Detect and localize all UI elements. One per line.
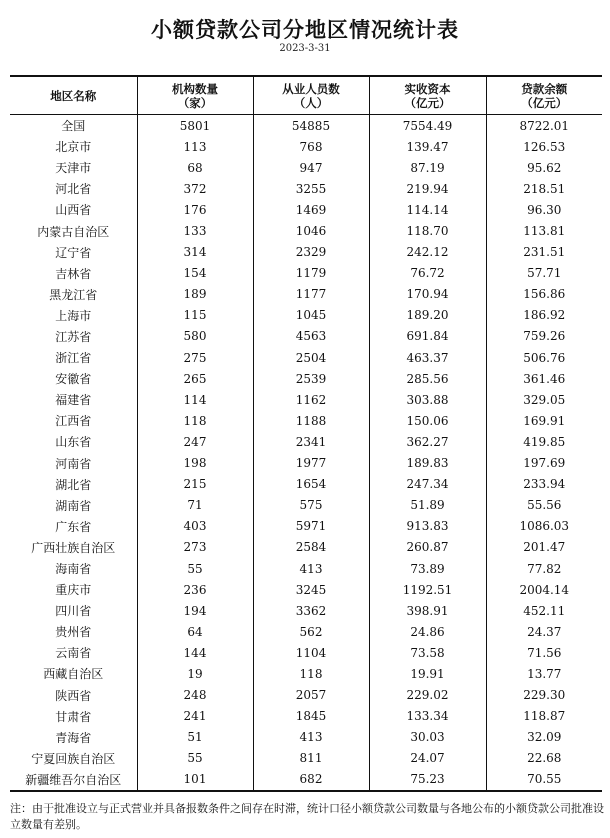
region-cell: 贵州省 [10, 621, 137, 642]
table-row [10, 642, 602, 663]
loan-balance-cell: 201.47 [486, 537, 602, 558]
paid-in-capital-cell: 189.20 [369, 305, 486, 326]
institutions-cell: 314 [137, 242, 253, 263]
table-row [10, 453, 602, 474]
loan-balance-cell: 169.91 [486, 410, 602, 431]
employees-cell: 768 [253, 136, 369, 157]
page-title: 小额贷款公司分地区情况统计表 [151, 18, 459, 42]
region-cell: 江苏省 [10, 326, 137, 347]
employees-cell: 1162 [253, 389, 369, 410]
loan-balance-cell: 759.26 [486, 326, 602, 347]
table-row [10, 199, 602, 220]
paid-in-capital-cell: 691.84 [369, 326, 486, 347]
paid-in-capital-cell: 87.19 [369, 157, 486, 178]
table-row [10, 516, 602, 537]
table-row [10, 305, 602, 326]
table-row [10, 706, 602, 727]
employees-cell: 1977 [253, 453, 369, 474]
paid-in-capital-cell: 463.37 [369, 347, 486, 368]
loan-balance-cell: 77.82 [486, 558, 602, 579]
report-date: 2023-3-31 [279, 43, 331, 54]
region-cell: 全国 [10, 115, 137, 137]
paid-in-capital-cell: 913.83 [369, 516, 486, 537]
header-institutions: 机构数量 （家） [137, 76, 253, 115]
paid-in-capital-cell: 260.87 [369, 537, 486, 558]
table-row [10, 326, 602, 347]
region-cell: 江西省 [10, 410, 137, 431]
employees-cell: 2539 [253, 368, 369, 389]
loan-balance-cell: 2004.14 [486, 579, 602, 600]
region-cell: 四川省 [10, 600, 137, 621]
loan-balance-cell: 13.77 [486, 663, 602, 684]
loan-balance-cell: 197.69 [486, 453, 602, 474]
employees-cell: 413 [253, 558, 369, 579]
institutions-cell: 55 [137, 558, 253, 579]
region-cell: 湖南省 [10, 495, 137, 516]
employees-cell: 562 [253, 621, 369, 642]
paid-in-capital-cell: 170.94 [369, 284, 486, 305]
region-cell: 北京市 [10, 136, 137, 157]
institutions-cell: 275 [137, 347, 253, 368]
loan-balance-cell: 231.51 [486, 242, 602, 263]
employees-cell: 1046 [253, 220, 369, 241]
loan-balance-cell: 419.85 [486, 431, 602, 452]
employees-cell: 1845 [253, 706, 369, 727]
employees-cell: 1045 [253, 305, 369, 326]
region-cell: 山东省 [10, 431, 137, 452]
paid-in-capital-cell: 30.03 [369, 727, 486, 748]
institutions-cell: 189 [137, 284, 253, 305]
loan-balance-cell: 55.56 [486, 495, 602, 516]
paid-in-capital-cell: 114.14 [369, 199, 486, 220]
institutions-cell: 64 [137, 621, 253, 642]
institutions-cell: 101 [137, 769, 253, 791]
institutions-cell: 215 [137, 474, 253, 495]
employees-cell: 1104 [253, 642, 369, 663]
employees-cell: 413 [253, 727, 369, 748]
paid-in-capital-cell: 118.70 [369, 220, 486, 241]
institutions-cell: 5801 [137, 115, 253, 137]
loan-balance-cell: 452.11 [486, 600, 602, 621]
table-row [10, 537, 602, 558]
paid-in-capital-cell: 133.34 [369, 706, 486, 727]
loan-balance-cell: 126.53 [486, 136, 602, 157]
employees-cell: 54885 [253, 115, 369, 137]
employees-cell: 2504 [253, 347, 369, 368]
stats-table [10, 75, 602, 792]
employees-cell: 118 [253, 663, 369, 684]
paid-in-capital-cell: 303.88 [369, 389, 486, 410]
loan-balance-cell: 186.92 [486, 305, 602, 326]
table-body [10, 115, 602, 792]
region-cell: 陕西省 [10, 685, 137, 706]
paid-in-capital-cell: 398.91 [369, 600, 486, 621]
region-cell: 河北省 [10, 178, 137, 199]
region-cell: 黑龙江省 [10, 284, 137, 305]
table-row [10, 663, 602, 684]
loan-balance-cell: 329.05 [486, 389, 602, 410]
institutions-cell: 273 [137, 537, 253, 558]
institutions-cell: 248 [137, 685, 253, 706]
paid-in-capital-cell: 19.91 [369, 663, 486, 684]
paid-in-capital-cell: 189.83 [369, 453, 486, 474]
institutions-cell: 115 [137, 305, 253, 326]
loan-balance-cell: 96.30 [486, 199, 602, 220]
employees-cell: 575 [253, 495, 369, 516]
institutions-cell: 144 [137, 642, 253, 663]
table-row [10, 558, 602, 579]
paid-in-capital-cell: 24.86 [369, 621, 486, 642]
loan-balance-cell: 57.71 [486, 263, 602, 284]
employees-cell: 4563 [253, 326, 369, 347]
institutions-cell: 265 [137, 368, 253, 389]
paid-in-capital-cell: 73.58 [369, 642, 486, 663]
institutions-cell: 118 [137, 410, 253, 431]
employees-cell: 5971 [253, 516, 369, 537]
employees-cell: 2584 [253, 537, 369, 558]
table-row [10, 495, 602, 516]
table-row [10, 769, 602, 791]
loan-balance-cell: 70.55 [486, 769, 602, 791]
table-row [10, 389, 602, 410]
region-cell: 内蒙古自治区 [10, 220, 137, 241]
institutions-cell: 71 [137, 495, 253, 516]
paid-in-capital-cell: 1192.51 [369, 579, 486, 600]
region-cell: 天津市 [10, 157, 137, 178]
table-row [10, 115, 602, 137]
paid-in-capital-cell: 247.34 [369, 474, 486, 495]
paid-in-capital-cell: 73.89 [369, 558, 486, 579]
institutions-cell: 19 [137, 663, 253, 684]
loan-balance-cell: 156.86 [486, 284, 602, 305]
header-loan-balance: 贷款余额 （亿元） [486, 76, 602, 115]
region-cell: 广东省 [10, 516, 137, 537]
loan-balance-cell: 233.94 [486, 474, 602, 495]
region-cell: 河南省 [10, 453, 137, 474]
table-row [10, 242, 602, 263]
paid-in-capital-cell: 51.89 [369, 495, 486, 516]
institutions-cell: 236 [137, 579, 253, 600]
institutions-cell: 114 [137, 389, 253, 410]
region-cell: 福建省 [10, 389, 137, 410]
paid-in-capital-cell: 7554.49 [369, 115, 486, 137]
region-cell: 山西省 [10, 199, 137, 220]
loan-balance-cell: 1086.03 [486, 516, 602, 537]
region-cell: 云南省 [10, 642, 137, 663]
table-row [10, 220, 602, 241]
employees-cell: 1177 [253, 284, 369, 305]
table-row [10, 621, 602, 642]
table-row [10, 263, 602, 284]
institutions-cell: 113 [137, 136, 253, 157]
loan-balance-cell: 118.87 [486, 706, 602, 727]
employees-cell: 682 [253, 769, 369, 791]
region-cell: 甘肃省 [10, 706, 137, 727]
region-cell: 广西壮族自治区 [10, 537, 137, 558]
paid-in-capital-cell: 362.27 [369, 431, 486, 452]
footnote: 注：由于批准设立与正式营业并具备报数条件之间存在时滞，统计口径小额贷款公司数量与各地公布的小额贷款公司批准设立数量有差别。 [10, 802, 604, 831]
table-row [10, 579, 602, 600]
table-row [10, 347, 602, 368]
header-paid-in-capital: 实收资本 （亿元） [369, 76, 486, 115]
region-cell: 上海市 [10, 305, 137, 326]
region-cell: 青海省 [10, 727, 137, 748]
institutions-cell: 198 [137, 453, 253, 474]
employees-cell: 3245 [253, 579, 369, 600]
region-cell: 吉林省 [10, 263, 137, 284]
employees-cell: 811 [253, 748, 369, 769]
paid-in-capital-cell: 24.07 [369, 748, 486, 769]
paid-in-capital-cell: 229.02 [369, 685, 486, 706]
loan-balance-cell: 218.51 [486, 178, 602, 199]
institutions-cell: 241 [137, 706, 253, 727]
paid-in-capital-cell: 76.72 [369, 263, 486, 284]
institutions-cell: 55 [137, 748, 253, 769]
loan-balance-cell: 24.37 [486, 621, 602, 642]
institutions-cell: 154 [137, 263, 253, 284]
table-row [10, 157, 602, 178]
table-row [10, 284, 602, 305]
loan-balance-cell: 361.46 [486, 368, 602, 389]
header-region: 地区名称 [10, 76, 137, 115]
loan-balance-cell: 32.09 [486, 727, 602, 748]
table-row [10, 748, 602, 769]
region-cell: 西藏自治区 [10, 663, 137, 684]
region-cell: 海南省 [10, 558, 137, 579]
table-row [10, 410, 602, 431]
employees-cell: 3255 [253, 178, 369, 199]
table-header [10, 76, 602, 115]
paid-in-capital-cell: 285.56 [369, 368, 486, 389]
loan-balance-cell: 506.76 [486, 347, 602, 368]
institutions-cell: 580 [137, 326, 253, 347]
region-cell: 浙江省 [10, 347, 137, 368]
employees-cell: 2057 [253, 685, 369, 706]
institutions-cell: 133 [137, 220, 253, 241]
employees-cell: 3362 [253, 600, 369, 621]
loan-balance-cell: 22.68 [486, 748, 602, 769]
institutions-cell: 51 [137, 727, 253, 748]
employees-cell: 1188 [253, 410, 369, 431]
table-row [10, 727, 602, 748]
institutions-cell: 68 [137, 157, 253, 178]
institutions-cell: 372 [137, 178, 253, 199]
institutions-cell: 403 [137, 516, 253, 537]
region-cell: 重庆市 [10, 579, 137, 600]
paid-in-capital-cell: 242.12 [369, 242, 486, 263]
table-row [10, 600, 602, 621]
institutions-cell: 247 [137, 431, 253, 452]
table-row [10, 474, 602, 495]
table-row [10, 685, 602, 706]
region-cell: 辽宁省 [10, 242, 137, 263]
employees-cell: 1469 [253, 199, 369, 220]
header-employees: 从业人员数 （人） [253, 76, 369, 115]
loan-balance-cell: 229.30 [486, 685, 602, 706]
region-cell: 宁夏回族自治区 [10, 748, 137, 769]
table-row [10, 431, 602, 452]
region-cell: 湖北省 [10, 474, 137, 495]
employees-cell: 1654 [253, 474, 369, 495]
institutions-cell: 176 [137, 199, 253, 220]
employees-cell: 947 [253, 157, 369, 178]
employees-cell: 2329 [253, 242, 369, 263]
institutions-cell: 194 [137, 600, 253, 621]
region-cell: 安徽省 [10, 368, 137, 389]
loan-balance-cell: 95.62 [486, 157, 602, 178]
paid-in-capital-cell: 219.94 [369, 178, 486, 199]
loan-balance-cell: 8722.01 [486, 115, 602, 137]
paid-in-capital-cell: 150.06 [369, 410, 486, 431]
loan-balance-cell: 71.56 [486, 642, 602, 663]
region-cell: 新疆维吾尔自治区 [10, 769, 137, 791]
loan-balance-cell: 113.81 [486, 220, 602, 241]
table-row [10, 368, 602, 389]
table-row [10, 178, 602, 199]
paid-in-capital-cell: 139.47 [369, 136, 486, 157]
header-row [10, 76, 602, 115]
employees-cell: 2341 [253, 431, 369, 452]
paid-in-capital-cell: 75.23 [369, 769, 486, 791]
table-row [10, 136, 602, 157]
employees-cell: 1179 [253, 263, 369, 284]
